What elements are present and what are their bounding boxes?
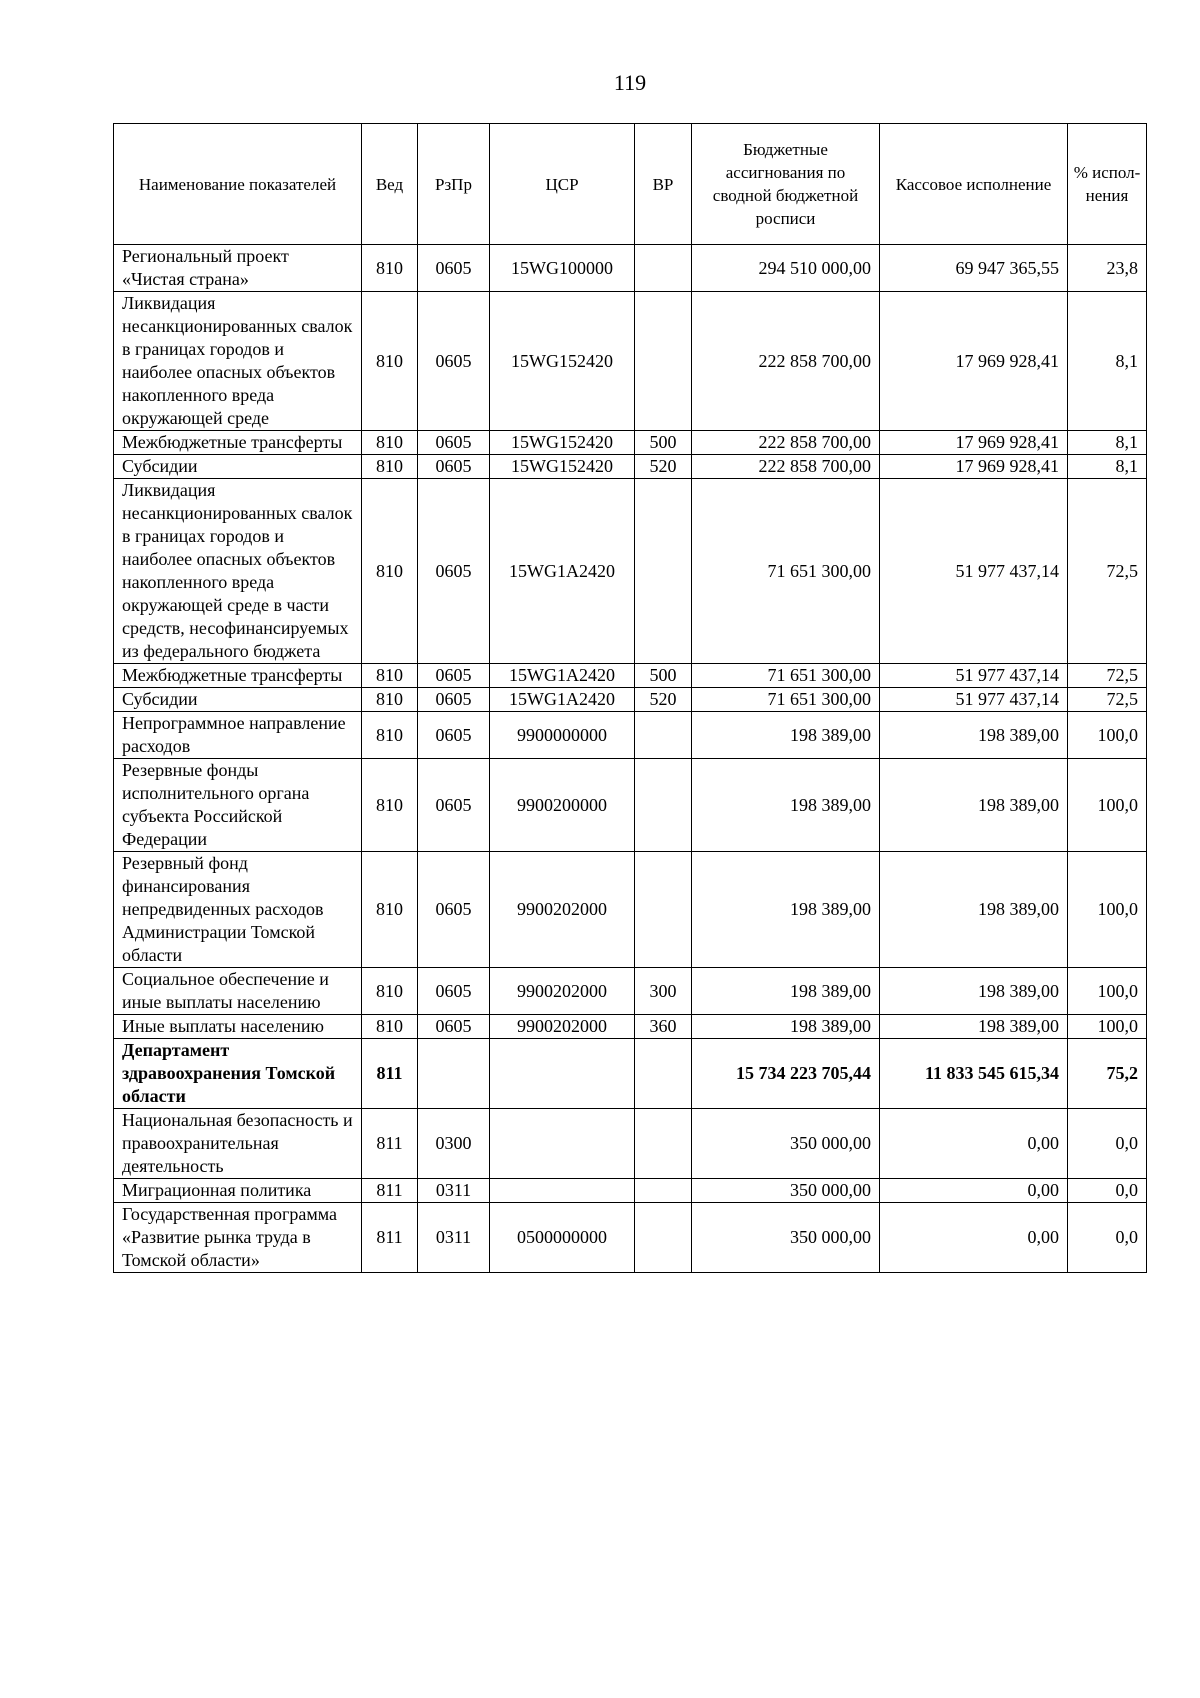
cell-cash: 17 969 928,41 <box>880 455 1068 479</box>
cell-pct: 72,5 <box>1068 688 1147 712</box>
cell-name: Региональный проект «Чистая страна» <box>114 245 362 292</box>
cell-budget: 222 858 700,00 <box>692 292 880 431</box>
cell-vr <box>635 1179 692 1203</box>
table-row <box>114 1039 1147 1109</box>
cell-cash: 198 389,00 <box>880 759 1068 852</box>
cell-rzpr: 0605 <box>418 455 490 479</box>
cell-budget: 350 000,00 <box>692 1179 880 1203</box>
cell-ved: 810 <box>362 292 418 431</box>
header-rzpr: РзПр <box>418 124 490 245</box>
table-row <box>114 1109 1147 1179</box>
cell-rzpr: 0605 <box>418 479 490 664</box>
cell-budget: 198 389,00 <box>692 968 880 1015</box>
cell-pct: 0,0 <box>1068 1179 1147 1203</box>
cell-budget: 15 734 223 705,44 <box>692 1039 880 1109</box>
cell-csr: 15WG152420 <box>490 292 635 431</box>
cell-cash: 0,00 <box>880 1203 1068 1273</box>
header-cash: Кассовое исполнение <box>880 124 1068 245</box>
cell-name: Департамент здравоохранения Томской области <box>114 1039 362 1109</box>
table-row <box>114 712 1147 759</box>
cell-ved: 811 <box>362 1203 418 1273</box>
cell-pct: 100,0 <box>1068 759 1147 852</box>
cell-vr <box>635 1039 692 1109</box>
cell-rzpr: 0605 <box>418 245 490 292</box>
cell-rzpr: 0605 <box>418 688 490 712</box>
cell-budget: 198 389,00 <box>692 712 880 759</box>
cell-budget: 198 389,00 <box>692 1015 880 1039</box>
cell-ved: 810 <box>362 455 418 479</box>
cell-budget: 350 000,00 <box>692 1203 880 1273</box>
cell-pct: 0,0 <box>1068 1203 1147 1273</box>
cell-vr <box>635 759 692 852</box>
cell-name: Ликвидация несанкционированных свалок в границах городов и наиболее опасных объектов накопленного вреда окружающей среде <box>114 292 362 431</box>
cell-vr: 500 <box>635 431 692 455</box>
cell-ved: 810 <box>362 431 418 455</box>
cell-pct: 8,1 <box>1068 431 1147 455</box>
table-header-row <box>114 124 1147 245</box>
cell-ved: 810 <box>362 688 418 712</box>
cell-vr <box>635 245 692 292</box>
cell-budget: 350 000,00 <box>692 1109 880 1179</box>
cell-name: Миграционная политика <box>114 1179 362 1203</box>
cell-vr <box>635 852 692 968</box>
cell-vr: 500 <box>635 664 692 688</box>
cell-cash: 198 389,00 <box>880 852 1068 968</box>
cell-name: Иные выплаты населению <box>114 1015 362 1039</box>
cell-name: Межбюджетные трансферты <box>114 664 362 688</box>
table-row <box>114 1015 1147 1039</box>
cell-rzpr: 0605 <box>418 292 490 431</box>
cell-cash: 0,00 <box>880 1179 1068 1203</box>
budget-table <box>113 123 1147 1273</box>
cell-name: Межбюджетные трансферты <box>114 431 362 455</box>
cell-csr <box>490 1179 635 1203</box>
cell-vr: 360 <box>635 1015 692 1039</box>
cell-vr: 520 <box>635 688 692 712</box>
cell-csr: 15WG1A2420 <box>490 688 635 712</box>
cell-csr: 15WG100000 <box>490 245 635 292</box>
cell-pct: 75,2 <box>1068 1039 1147 1109</box>
header-ved: Вед <box>362 124 418 245</box>
cell-ved: 811 <box>362 1109 418 1179</box>
cell-name: Ликвидация несанкционированных свалок в границах городов и наиболее опасных объектов накопленного вреда окружающей среде в части средств, несофинансируемых из федерального бюджета <box>114 479 362 664</box>
cell-cash: 51 977 437,14 <box>880 479 1068 664</box>
cell-csr: 9900202000 <box>490 852 635 968</box>
cell-csr: 15WG152420 <box>490 431 635 455</box>
cell-rzpr: 0605 <box>418 852 490 968</box>
cell-name: Резервные фонды исполнительного органа субъекта Российской Федерации <box>114 759 362 852</box>
table-row <box>114 1179 1147 1203</box>
cell-budget: 198 389,00 <box>692 852 880 968</box>
cell-cash: 17 969 928,41 <box>880 292 1068 431</box>
cell-csr: 15WG1A2420 <box>490 479 635 664</box>
cell-cash: 17 969 928,41 <box>880 431 1068 455</box>
cell-rzpr: 0605 <box>418 664 490 688</box>
table-row <box>114 431 1147 455</box>
cell-pct: 0,0 <box>1068 1109 1147 1179</box>
cell-pct: 8,1 <box>1068 455 1147 479</box>
cell-csr: 15WG1A2420 <box>490 664 635 688</box>
header-csr: ЦСР <box>490 124 635 245</box>
header-budget: Бюджетные ассигнования по сводной бюджетной росписи <box>692 124 880 245</box>
cell-name: Национальная безопасность и правоохранительная деятельность <box>114 1109 362 1179</box>
cell-csr: 15WG152420 <box>490 455 635 479</box>
header-pct: % испол-нения <box>1068 124 1147 245</box>
cell-rzpr: 0605 <box>418 968 490 1015</box>
cell-name: Субсидии <box>114 455 362 479</box>
table-row <box>114 292 1147 431</box>
cell-ved: 810 <box>362 712 418 759</box>
table-row <box>114 1203 1147 1273</box>
cell-ved: 810 <box>362 1015 418 1039</box>
cell-cash: 198 389,00 <box>880 968 1068 1015</box>
table-row <box>114 759 1147 852</box>
cell-cash: 198 389,00 <box>880 1015 1068 1039</box>
cell-name: Непрограммное направление расходов <box>114 712 362 759</box>
cell-budget: 222 858 700,00 <box>692 431 880 455</box>
cell-budget: 294 510 000,00 <box>692 245 880 292</box>
cell-cash: 11 833 545 615,34 <box>880 1039 1068 1109</box>
header-vr: ВР <box>635 124 692 245</box>
cell-ved: 810 <box>362 852 418 968</box>
cell-ved: 810 <box>362 664 418 688</box>
cell-ved: 810 <box>362 479 418 664</box>
cell-pct: 100,0 <box>1068 852 1147 968</box>
table-row <box>114 968 1147 1015</box>
cell-pct: 100,0 <box>1068 1015 1147 1039</box>
cell-pct: 100,0 <box>1068 968 1147 1015</box>
cell-rzpr: 0605 <box>418 431 490 455</box>
table-row <box>114 664 1147 688</box>
table-row <box>114 688 1147 712</box>
cell-csr <box>490 1039 635 1109</box>
cell-budget: 222 858 700,00 <box>692 455 880 479</box>
cell-csr: 9900200000 <box>490 759 635 852</box>
cell-ved: 810 <box>362 968 418 1015</box>
cell-rzpr: 0311 <box>418 1203 490 1273</box>
cell-cash: 51 977 437,14 <box>880 664 1068 688</box>
cell-csr: 0500000000 <box>490 1203 635 1273</box>
cell-rzpr: 0300 <box>418 1109 490 1179</box>
cell-pct: 72,5 <box>1068 479 1147 664</box>
cell-rzpr: 0311 <box>418 1179 490 1203</box>
cell-vr: 300 <box>635 968 692 1015</box>
cell-budget: 71 651 300,00 <box>692 479 880 664</box>
cell-ved: 810 <box>362 245 418 292</box>
cell-pct: 72,5 <box>1068 664 1147 688</box>
cell-csr <box>490 1109 635 1179</box>
cell-csr: 9900202000 <box>490 968 635 1015</box>
cell-rzpr <box>418 1039 490 1109</box>
cell-name: Государственная программа «Развитие рынка труда в Томской области» <box>114 1203 362 1273</box>
cell-csr: 9900202000 <box>490 1015 635 1039</box>
cell-cash: 51 977 437,14 <box>880 688 1068 712</box>
cell-rzpr: 0605 <box>418 1015 490 1039</box>
cell-vr <box>635 479 692 664</box>
cell-cash: 69 947 365,55 <box>880 245 1068 292</box>
cell-budget: 71 651 300,00 <box>692 688 880 712</box>
cell-cash: 0,00 <box>880 1109 1068 1179</box>
cell-cash: 198 389,00 <box>880 712 1068 759</box>
cell-vr: 520 <box>635 455 692 479</box>
cell-rzpr: 0605 <box>418 712 490 759</box>
cell-pct: 8,1 <box>1068 292 1147 431</box>
table-row <box>114 479 1147 664</box>
cell-vr <box>635 1109 692 1179</box>
cell-ved: 811 <box>362 1039 418 1109</box>
cell-name: Резервный фонд финансирования непредвиденных расходов Администрации Томской области <box>114 852 362 968</box>
cell-csr: 9900000000 <box>490 712 635 759</box>
cell-ved: 810 <box>362 759 418 852</box>
table-row <box>114 852 1147 968</box>
cell-budget: 71 651 300,00 <box>692 664 880 688</box>
cell-ved: 811 <box>362 1179 418 1203</box>
table-row <box>114 245 1147 292</box>
cell-vr <box>635 712 692 759</box>
cell-rzpr: 0605 <box>418 759 490 852</box>
cell-pct: 23,8 <box>1068 245 1147 292</box>
page-number: 119 <box>613 70 647 95</box>
table-row <box>114 455 1147 479</box>
cell-vr <box>635 1203 692 1273</box>
cell-budget: 198 389,00 <box>692 759 880 852</box>
header-name: Наименование показателей <box>114 124 362 245</box>
cell-name: Социальное обеспечение и иные выплаты населению <box>114 968 362 1015</box>
cell-pct: 100,0 <box>1068 712 1147 759</box>
cell-vr <box>635 292 692 431</box>
cell-name: Субсидии <box>114 688 362 712</box>
